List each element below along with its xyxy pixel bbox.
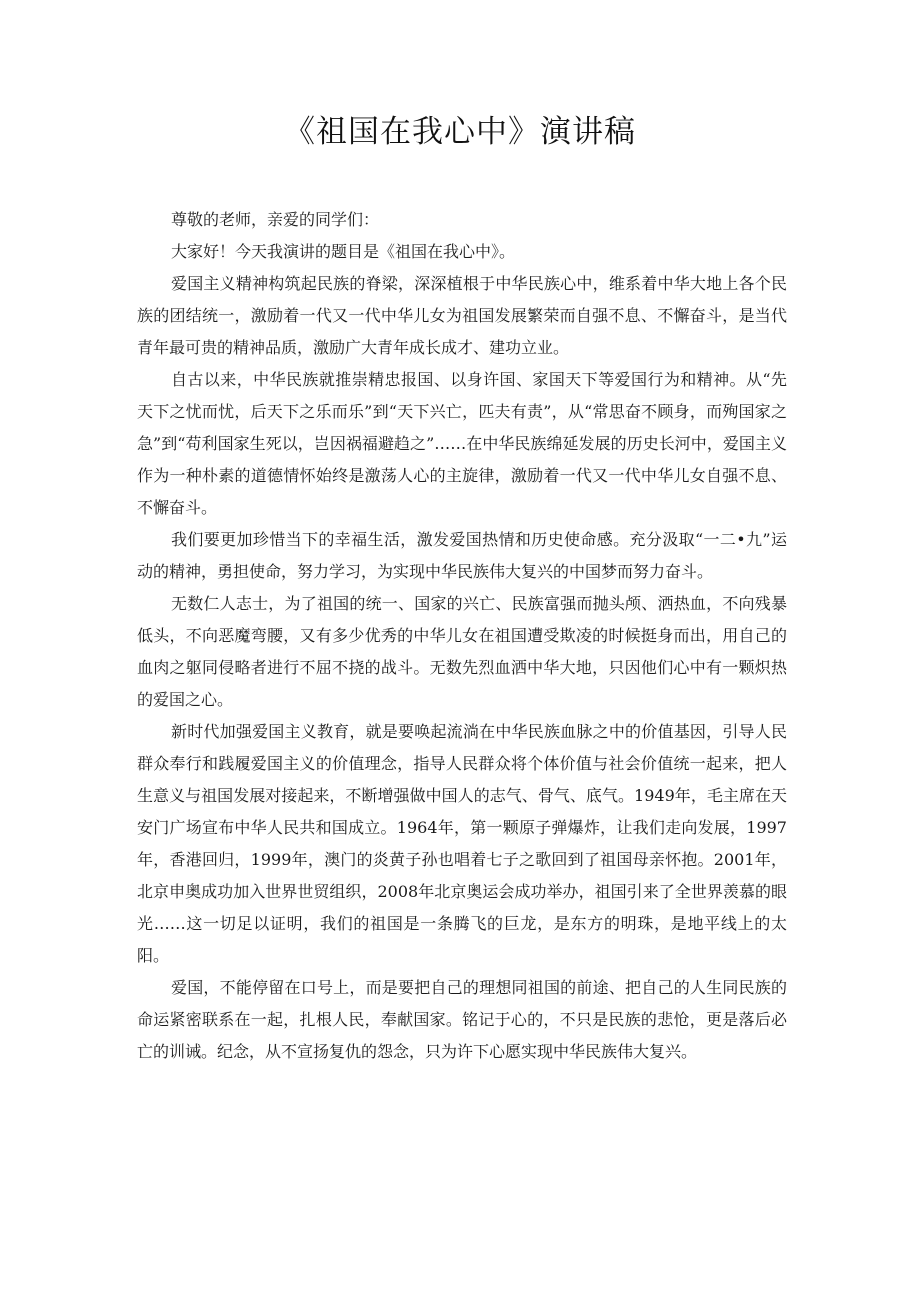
paragraph: 我们要更加珍惜当下的幸福生活，激发爱国热情和历史使命感。充分汲取“一二•九”运动的精神，勇担使命，努力学习，为实现中华民族伟大复兴的中国梦而努力奋斗。 [137, 530, 787, 581]
paragraph-salutation: 尊敬的老师，亲爱的同学们： [171, 210, 380, 229]
paragraph: 新时代加强爱国主义教育，就是要唤起流淌在中华民族血脉之中的价值基因，引导人民群众奉行和践履爱国主义的价值理念，指导人民群众将个体价值与社会价值统一起来，把人生意义与祖国发展对接起来，不断增强做中国人的志气、骨气、底气。1949年，毛主席在天安门广场宣布中华人民共和国成立。1964年，第一颗原子弹爆炸，让我们走向发展，1997年，香港回归，1999年，澳门的炎黄子孙也唱着七子之歌回到了祖国母亲怀抱。2001年，北京申奥成功加入世界世贸组织，2008年北京奥运会成功举办，祖国引来了全世界羡慕的眼光……这一切足以证明，我们的祖国是一条腾飞的巨龙，是东方的明珠，是地平线上的太阳。 [137, 722, 787, 965]
paragraph: 自古以来，中华民族就推崇精忠报国、以身许国、家国天下等爱国行为和精神。从“先天下之忧而忧，后天下之乐而乐”到“天下兴亡，匹夫有责”，从“常思奋不顾身，而殉国家之急”到“苟利国家生死以，岂因祸福避趋之”……在中华民族绵延发展的历史长河中，爱国主义作为一种朴素的道德情怀始终是激荡人心的主旋律，激励着一代又一代中华儿女自强不息、不懈奋斗。 [137, 370, 787, 517]
document-title: 《祖国在我心中》演讲稿 [284, 114, 636, 150]
paragraph-greeting: 大家好！今天我演讲的题目是《祖国在我心中》。 [171, 242, 516, 261]
paragraph: 爱国，不能停留在口号上，而是要把自己的理想同祖国的前途、把自己的人生同民族的命运紧密联系在一起，扎根人民，奉献国家。铭记于心的，不只是民族的悲怆，更是落后必亡的训诫。纪念，从不宣扬复仇的怨念，只为许下心愿实现中华民族伟大复兴。 [137, 978, 787, 1061]
paragraph: 爱国主义精神构筑起民族的脊梁，深深植根于中华民族心中，维系着中华大地上各个民族的团结统一，激励着一代又一代中华儿女为祖国发展繁荣而自强不息、不懈奋斗，是当代青年最可贵的精神品质，激励广大青年成长成才、建功立业。 [137, 274, 787, 357]
paragraph: 无数仁人志士，为了祖国的统一、国家的兴亡、民族富强而抛头颅、洒热血，不向残暴低头，不向恶魔弯腰，又有多少优秀的中华儿女在祖国遭受欺凌的时候挺身而出，用自己的血肉之躯同侵略者进行不屈不挠的战斗。无数先烈血洒中华大地，只因他们心中有一颗炽热的爱国之心。 [137, 594, 787, 709]
document-body [137, 204, 787, 1068]
